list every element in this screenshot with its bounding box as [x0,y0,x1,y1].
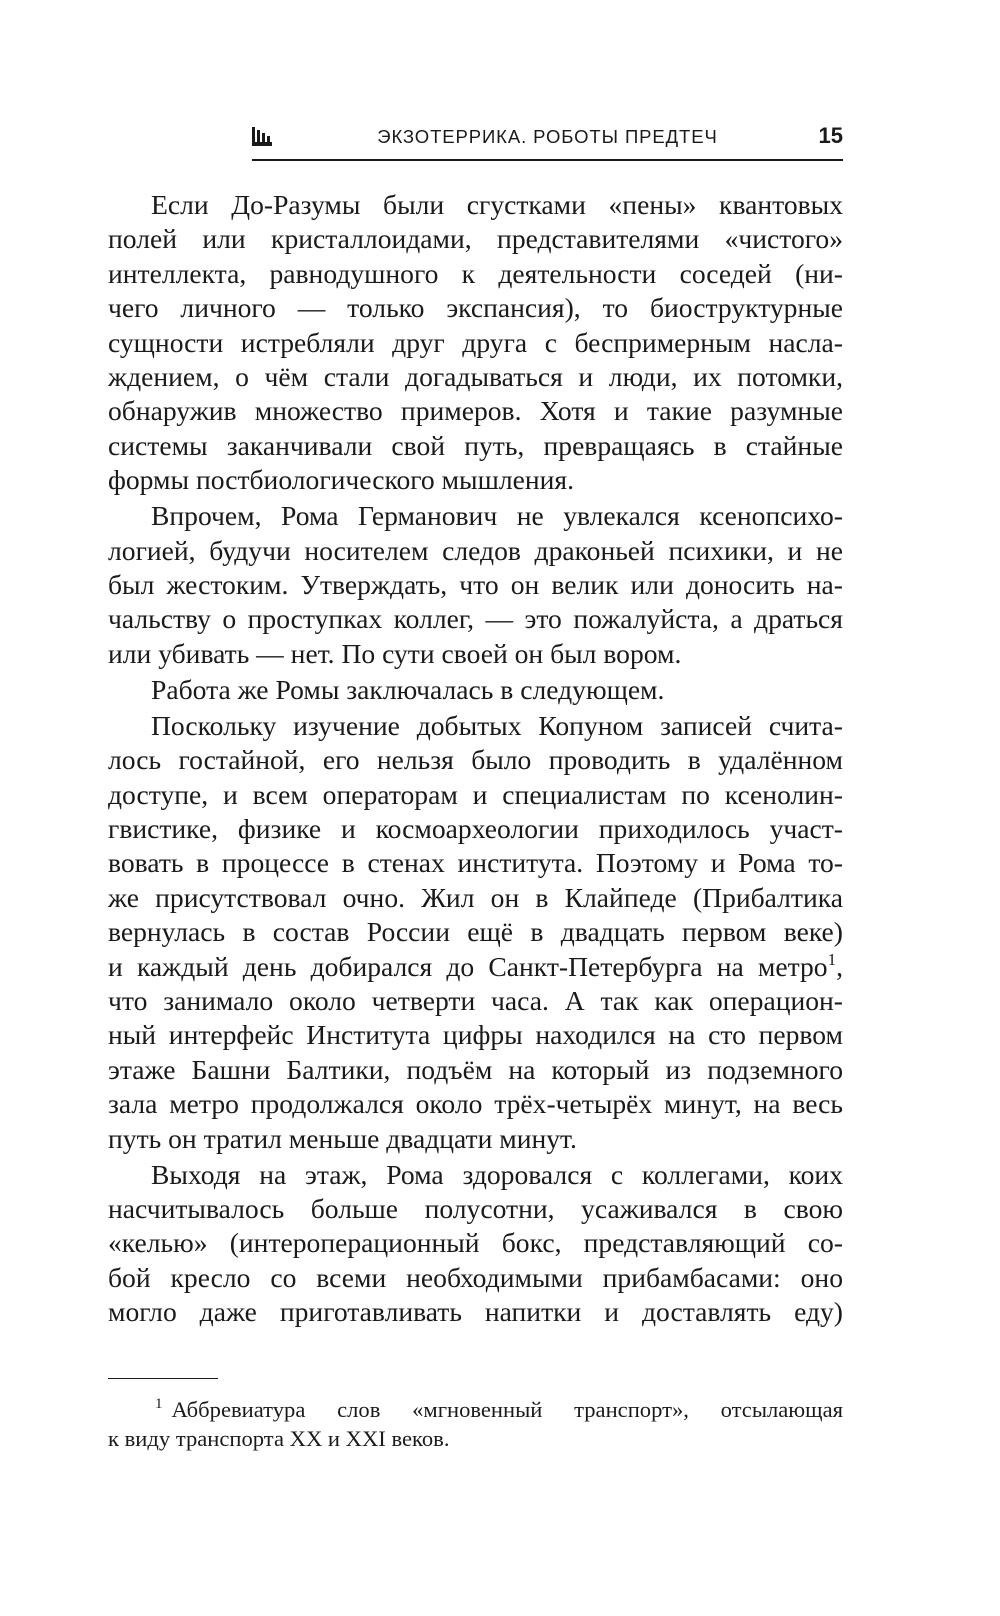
text-line: вернулась в состав России ещё в двадцать первом веке) [108,916,843,948]
text-line: что занимало около четверти часа. А так как операцион- [108,985,843,1017]
text-line: зала метро продолжался около трёх-четырёх минут, на весь [108,1088,843,1120]
text-line: формы постбиологического мышления. [108,464,574,496]
text-line: чего личного — только экспансия), то биоструктурные [108,292,843,324]
text-fragment: и каждый день добирался до Санкт-Петербурга на метро [108,950,828,982]
footnote-line: к виду транспорта XX и XXI веков. [108,1426,450,1451]
text-line: доступе, и всем операторам и специалистам по ксенолин- [108,778,843,810]
footnote-mark: 1 [155,1396,163,1412]
text-line: Выходя на этаж, Рома здоровался с коллегами, коих [151,1158,843,1190]
text-line: интеллекта, равнодушного к деятельности соседей (ни- [108,257,843,289]
text-line: лось гостайной, его нельзя было проводить в удалённом [108,744,843,776]
text-line: насчитывалось больше полусотни, усаживался в свою [108,1193,843,1225]
footnote-text: Аббревиатура слов «мгновенный транспорт», отсылающая [171,1397,843,1422]
footnote [108,1395,843,1453]
text-line: могло даже приготавливать напитки и доставлять еду) [108,1296,843,1328]
body-text [108,188,843,1330]
text-fragment: , [836,950,843,982]
text-line: обнаружив множество примеров. Хотя и такие разумные [108,395,843,427]
text-line: Впрочем, Рома Германович не увлекался ксенопсихо- [151,500,843,532]
page-number: 15 [818,123,843,148]
text-line: этаже Башни Балтики, подъём на который из подземного [108,1053,843,1085]
text-line: или убивать — нет. По сути своей он был вором. [108,637,682,669]
text-line: Поскольку изучение добытых Копуном записей счита- [151,709,843,741]
text-line: «келью» (интероперационный бокс, представляющий со- [108,1227,843,1259]
text-line: бой кресло со всеми необходимыми прибамбасами: оно [108,1261,843,1293]
text-line: же присутствовал очно. Жил он в Клайпеде (Прибалтика [108,881,843,913]
text-line: ный интерфейс Института цифры находился на сто первом [108,1019,843,1051]
text-line: чальству о проступках коллег, — это пожалуйста, а драться [108,603,843,635]
text-line: путь он тратил меньше двадцати минут. [108,1122,577,1154]
text-line: ждением, о чём стали догадываться и люди, их потомки, [108,360,843,392]
footnote-line [108,1395,843,1424]
text-line: полей или кристаллоидами, представителями «чистого» [108,223,843,255]
text-line: логией, будучи носителем следов драконьей психики, и не [108,534,843,566]
text-line: системы заканчивали свой путь, превращаясь в стайные [108,429,843,461]
text-line: был жестоким. Утверждать, что он велик или доносить на- [108,568,843,600]
text-line: гвистике, физике и космоархеологии приходилось участ- [108,813,843,845]
running-header [252,119,843,161]
text-line: Если До-Разумы были сгустками «пены» квантовых [151,189,843,220]
text-line: Работа же Ромы заключалась в следующем. [151,673,665,705]
running-title: ЭКЗОТЕРРИКА. РОБОТЫ ПРЕДТЕЧ [377,126,718,147]
text-line-with-footnote [108,950,843,984]
text-line: сущности истребляли друг друга с беспримерным насла- [108,326,843,358]
text-line: вовать в процессе в стенах института. Поэтому и Рома то- [108,847,843,879]
footnote-reference[interactable]: 1 [827,949,837,969]
footnote-separator [108,1378,218,1379]
